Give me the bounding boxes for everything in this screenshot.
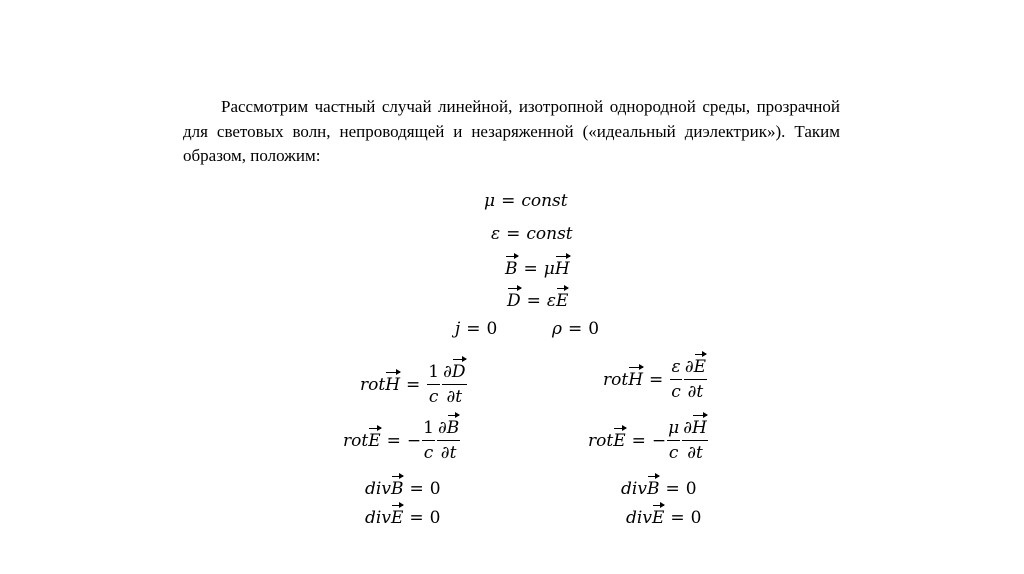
eq-equals: = [409,508,424,528]
fraction-denominator: c [428,387,439,407]
eq-zero: 0 [588,319,600,339]
eq-left-rot-e [343,418,461,463]
vector-e: E [390,508,404,528]
eq-equals: = [409,479,424,499]
vector-d: D [451,362,466,382]
partial-symbol: ∂ [683,418,692,438]
fraction-one-over-c [422,418,435,463]
vector-h: H [691,418,707,438]
vector-h: H [628,369,644,390]
fraction-denominator: ∂t [446,387,463,407]
fraction-denominator: ∂t [687,443,703,463]
vector-b: B [505,259,518,279]
fraction-denominator: ∂t [440,443,457,463]
vector-d: D [507,291,521,311]
eq-eps-symbol: ε [546,291,557,311]
eq-j-zero [455,319,497,339]
rot-operator: rot [343,430,369,451]
eq-zero: 0 [429,479,441,499]
eq-zero: 0 [690,508,702,528]
eq-const-word: const [526,224,573,244]
intro-paragraph: Рассмотрим частный случай линейной, изотропной однородной среды, прозрачной для световых волн, непроводящей и незаряженной («идеальный диэлектрик»). Таким образом, положим: [183,97,840,165]
eq-equals: = [568,319,583,339]
div-operator: div [621,479,647,499]
div-operator: div [365,479,391,499]
fraction-partial-b [437,418,460,463]
fraction-eps-over-c [670,357,682,402]
fraction-denominator: c [423,443,434,463]
eq-eps-const [491,224,573,244]
fraction-numerator: μ [667,418,680,441]
eq-equals: = [649,369,664,390]
eq-equals: = [386,430,401,451]
minus-sign: − [406,430,422,451]
eq-d-eps-e [507,291,568,311]
eq-left-div-b [365,479,441,499]
vector-h: H [385,374,401,395]
fraction-numerator: 1 [422,418,435,441]
div-operator: div [626,508,652,528]
eq-right-rot-e [588,418,709,463]
fraction-partial-d [442,362,466,407]
eq-eps-symbol: ε [491,224,501,244]
eq-equals: = [665,479,680,499]
vector-h: H [554,259,570,279]
fraction-one-over-c [427,362,440,407]
eq-left-rot-h [360,362,468,407]
rot-operator: rot [360,374,386,395]
eq-mu-symbol: μ [543,259,555,279]
partial-symbol: ∂ [443,362,452,382]
eq-equals: = [631,430,646,451]
vector-e: E [651,508,665,528]
partial-symbol: ∂ [437,418,447,438]
minus-sign: − [651,430,667,451]
eq-mu-symbol: μ [484,191,496,211]
rot-operator: rot [603,369,629,390]
eq-equals: = [526,291,541,311]
eq-mu-const [484,191,568,211]
eq-equals: = [506,224,521,244]
eq-zero: 0 [429,508,441,528]
eq-right-rot-h [603,357,708,402]
eq-b-mu-h [505,259,570,279]
eq-zero: 0 [486,319,498,339]
eq-zero: 0 [685,479,697,499]
partial-symbol: ∂ [684,357,694,377]
eq-equals: = [466,319,481,339]
eq-equals: = [406,374,421,395]
vector-e: E [368,430,381,451]
eq-right-div-e [626,508,701,528]
eq-equals: = [523,259,538,279]
fraction-mu-over-c [667,418,680,463]
vector-b: B [390,479,404,499]
eq-right-div-b [621,479,697,499]
fraction-numerator: 1 [427,362,440,385]
vector-e: E [693,357,707,377]
eq-const-word: const [521,191,568,211]
rot-operator: rot [588,430,614,451]
fraction-partial-h [682,418,708,463]
fraction-denominator: c [671,382,681,402]
fraction-partial-e [684,357,707,402]
fraction-denominator: ∂t [687,382,704,402]
eq-equals: = [670,508,685,528]
eq-rho-symbol: ρ [552,319,562,339]
vector-b: B [446,418,460,438]
vector-b: B [646,479,660,499]
div-operator: div [365,508,391,528]
fraction-numerator: ε [670,357,681,380]
eq-j-symbol: j [455,319,461,339]
fraction-denominator: c [668,443,679,463]
eq-left-div-e [365,508,440,528]
vector-e: E [613,430,626,451]
eq-rho-zero [552,319,599,339]
eq-equals: = [501,191,516,211]
vector-e: E [556,291,569,311]
